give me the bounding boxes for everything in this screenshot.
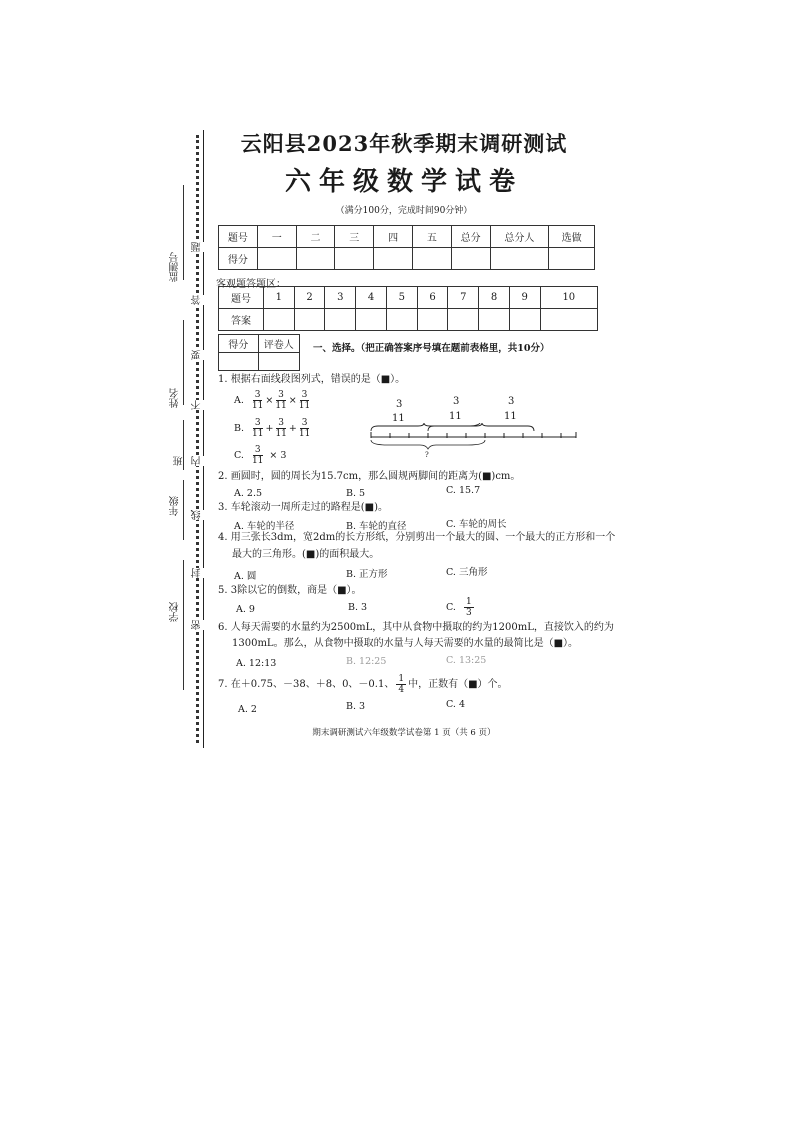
question-7-option-c: C. 4 [446, 699, 466, 710]
question-4-option-c: C. 三角形 [446, 567, 488, 578]
table-row [219, 226, 595, 248]
question-5-stem: 5. 3除以它的倒数，商是（■）。 [218, 585, 362, 596]
question-4-stem-line2: 最大的三角形。(■)的面积最大。 [232, 549, 380, 560]
operator: + [265, 423, 274, 434]
question-3-option-c: C. 车轮的周长 [446, 519, 507, 530]
objective-answer-table [218, 286, 598, 331]
binding-dotted-line [196, 135, 199, 743]
field-grade-line [183, 480, 184, 540]
option-letter: A. [234, 395, 244, 406]
fraction: $\frac{3}{11}$ [252, 418, 264, 439]
operator: + [288, 423, 297, 434]
table-cell: 4 [356, 287, 387, 309]
score-cell[interactable] [549, 248, 595, 270]
option-letter: C. [234, 450, 244, 461]
table-cell: 8 [479, 287, 510, 309]
table-cell: 9 [509, 287, 540, 309]
question-6-option-c: C. 13:25 [446, 655, 487, 666]
field-name-line [183, 320, 184, 405]
table-cell: 1 [264, 287, 295, 309]
answer-cell[interactable] [294, 309, 325, 331]
field-name: 姓名 [170, 388, 181, 408]
answer-cell[interactable] [509, 309, 540, 331]
question-4-stem: 4. 用三张长3dm，宽2dm的长方形纸，分别剪出一个最大的圆、一个最大的正方形和一个 [218, 532, 616, 543]
table-cell: 题号 [219, 226, 258, 248]
question-3-option-a: A. 车轮的半径 [234, 521, 295, 532]
table-cell: 三 [335, 226, 374, 248]
table-row [219, 335, 300, 353]
question-1-option-b [234, 418, 312, 439]
operator: × [265, 395, 274, 406]
seal-char: 线 [192, 510, 203, 520]
question-1-option-c [234, 445, 286, 466]
table-cell: 7 [448, 287, 479, 309]
question-7-option-a: A. 2 [238, 704, 257, 715]
score-table [218, 225, 595, 270]
score-cell[interactable] [490, 248, 549, 270]
page-footer: 期末调研测试六年级数学试卷第 1 页（共 6 页） [312, 728, 496, 738]
question-7-stem [218, 674, 508, 695]
question-1-stem: 1. 根据右面线段图列式，错误的是（■）。 [218, 374, 406, 385]
exam-subtitle: 六年级数学试卷 [284, 167, 523, 197]
grader-cell[interactable] [258, 353, 299, 371]
answer-cell[interactable] [325, 309, 356, 331]
table-cell: 五 [412, 226, 451, 248]
question-4-option-b: B. 正方形 [346, 569, 388, 580]
question-6-option-b: B. 12:25 [346, 656, 387, 667]
question-5-option-a: A. 9 [236, 604, 255, 615]
question-6-stem: 6. 人每天需要的水量约为2500mL，其中从食物中摄取的约为1200mL，直接饮入的约为 [218, 622, 614, 633]
page-left-rule [203, 130, 204, 748]
score-cell[interactable] [257, 248, 296, 270]
table-cell: 选做 [549, 226, 595, 248]
question-1-option-a [234, 390, 312, 411]
field-school: 学校 [170, 602, 181, 622]
fraction: $\frac{3}{11}$ [275, 390, 287, 411]
score-cell[interactable] [451, 248, 490, 270]
score-cell[interactable] [374, 248, 413, 270]
seal-char: 不 [192, 400, 203, 410]
question-2-option-c: C. 15.7 [446, 485, 481, 496]
question-2-option-b: B. 5 [346, 488, 366, 499]
field-class-line [183, 420, 184, 470]
score-cell[interactable] [412, 248, 451, 270]
question-2-option-a: A. 2.5 [234, 488, 263, 499]
table-cell: 二 [296, 226, 335, 248]
field-school-line [183, 560, 184, 690]
field-grade: 年级 [170, 496, 181, 516]
grader-table [218, 334, 300, 371]
fraction: $\frac{1}{3}$ [465, 597, 472, 618]
figure-total-label: ? [425, 451, 429, 459]
seal-char: 密 [192, 620, 203, 630]
fraction: $\frac{3}{11}$ [298, 418, 311, 439]
question-7-option-b: B. 3 [346, 701, 366, 712]
figure-numerator: 3 [396, 399, 403, 410]
seal-char: 封 [192, 568, 203, 578]
table-row [219, 353, 300, 371]
figure-denominator: 11 [392, 413, 405, 424]
answer-cell[interactable] [417, 309, 448, 331]
figure-numerator: 3 [453, 396, 460, 407]
answer-cell[interactable] [386, 309, 417, 331]
question-4-option-a: A. 圆 [234, 571, 257, 582]
score-cell[interactable] [335, 248, 374, 270]
table-cell: 一 [257, 226, 296, 248]
seal-char: 要 [192, 350, 203, 360]
fraction: $\frac{3}{11}$ [251, 445, 264, 466]
score-cell[interactable] [219, 353, 259, 371]
table-cell: 得分 [219, 335, 259, 353]
exam-note: （满分100分，完成时间90分钟） [335, 206, 473, 216]
answer-cell[interactable] [448, 309, 479, 331]
table-row [219, 248, 595, 270]
table-cell: 评卷人 [258, 335, 299, 353]
table-cell: 答案 [219, 309, 264, 331]
question-7-stem-tail: 中，正数有（■）个。 [408, 678, 508, 690]
table-cell: 得分 [219, 248, 258, 270]
table-cell: 2 [294, 287, 325, 309]
answer-cell[interactable] [264, 309, 295, 331]
table-cell: 总分人 [490, 226, 549, 248]
table-cell: 5 [386, 287, 417, 309]
figure-numerator: 3 [508, 396, 515, 407]
question-6-stem-line2: 1300mL。那么，从食物中摄取的水量与人每天需要的水量的最简比是（■）。 [232, 638, 579, 649]
seal-char: 题 [192, 242, 203, 252]
exam-title: 云阳县2023年秋季期末调研测试 [240, 131, 568, 156]
segment-line-graphic [368, 423, 580, 459]
table-cell: 总分 [451, 226, 490, 248]
fraction: $\frac{1}{4}$ [398, 674, 405, 695]
table-cell: 6 [417, 287, 448, 309]
field-class: 班 [174, 456, 185, 466]
fraction: $\frac{3}{11}$ [298, 390, 311, 411]
field-exam-number: 监测号 [170, 252, 181, 282]
seal-char: 答 [192, 295, 203, 305]
question-3-option-b: B. 车轮的直径 [346, 521, 407, 532]
question-5-option-b: B. 3 [348, 602, 368, 613]
option-letter: C. [446, 602, 456, 613]
question-6-option-a: A. 12:13 [236, 658, 277, 669]
segment-figure [368, 395, 580, 460]
table-cell: 四 [374, 226, 413, 248]
table-row [219, 309, 598, 331]
question-2-stem: 2. 画圆时，圆的周长为15.7cm，那么圆规两脚间的距离为(■)cm。 [218, 471, 521, 482]
table-row [219, 287, 598, 309]
fraction: $\frac{3}{11}$ [251, 390, 264, 411]
operator: × [288, 395, 297, 406]
section-heading: 一、选择。（把正确答案序号填在题前表格里，共10分） [313, 343, 550, 354]
question-3-stem: 3. 车轮滚动一周所走过的路程是(■)。 [218, 502, 388, 513]
figure-denominator: 11 [449, 411, 462, 422]
fraction: $\frac{3}{11}$ [275, 418, 287, 439]
field-exam-number-line [183, 185, 184, 280]
question-5-option-c [446, 597, 476, 618]
figure-denominator: 11 [504, 411, 517, 422]
answer-cell[interactable] [540, 309, 597, 331]
answer-cell[interactable] [479, 309, 510, 331]
question-7-stem-head: 7. 在＋0.75、－38、＋8、0、－0.1、 [218, 678, 395, 690]
objective-label: 客观题答题区： [216, 279, 286, 290]
operator: × 3 [269, 450, 287, 461]
option-letter: B. [234, 423, 245, 434]
table-cell: 10 [540, 287, 597, 309]
table-cell: 题号 [219, 287, 264, 309]
table-cell: 3 [325, 287, 356, 309]
seal-char: 内 [192, 456, 203, 466]
answer-cell[interactable] [356, 309, 387, 331]
score-cell[interactable] [296, 248, 335, 270]
